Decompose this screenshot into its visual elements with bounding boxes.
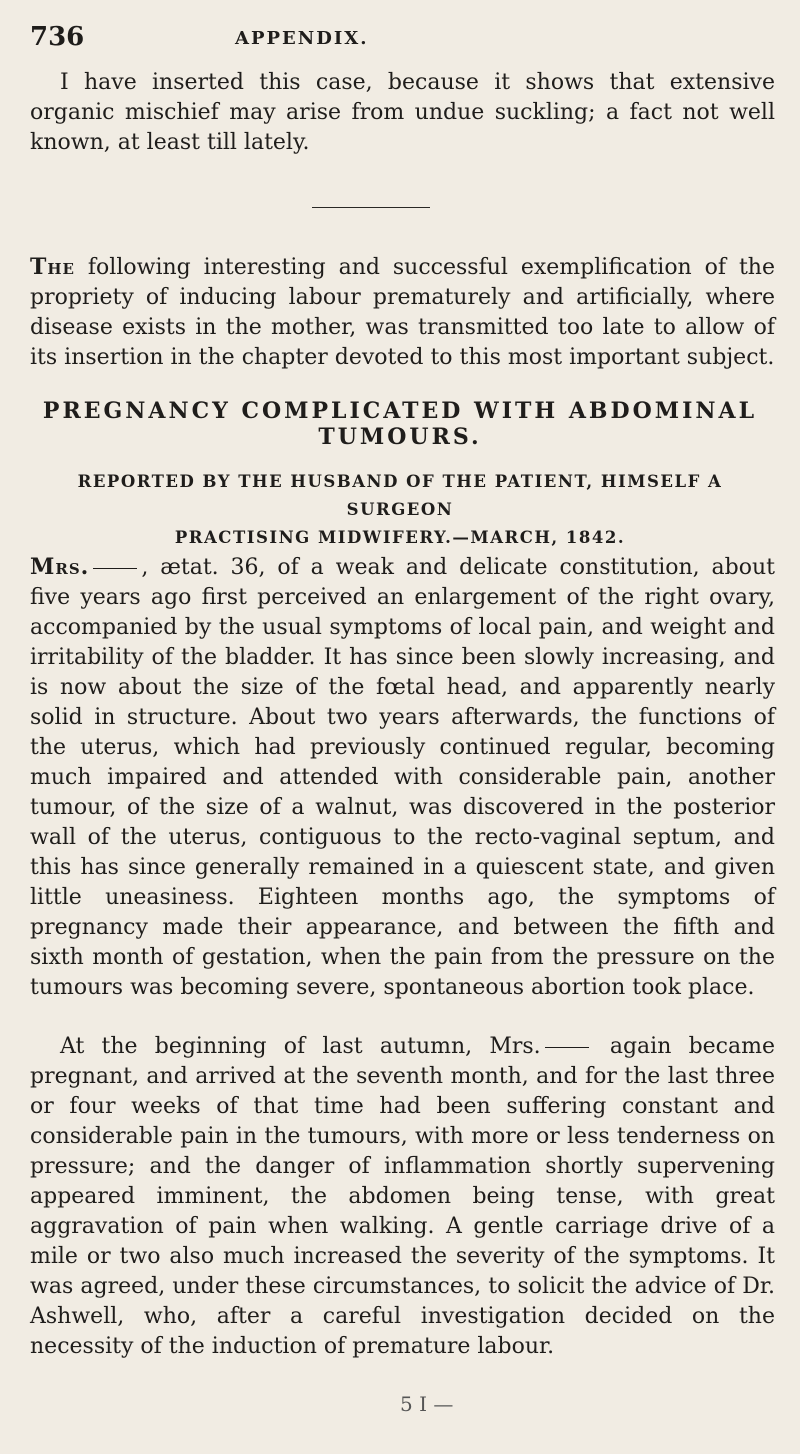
patient-name: Mrs.	[30, 554, 90, 580]
case-text: , ætat. 36, of a weak and delicate constitution, about five years ago first perceived an enlargement of the right ovary, accompanied by the usual symptoms of local pain, and weight and irritability of the bladder. It has since been slowly increasing, and is now about the size of the fœtal head, and apparently nearly solid in structure. About two years afterwards, the functions of the uterus, which had previously continued regular, becoming much impaired and attended with considerable pain, another tumour, of the size of a walnut, was discovered in the posterior wall of the uterus, contiguous to the recto-vaginal septum, and this has since generally remained in a quiescent state, and given little uneasiness. Eighteen months ago, the symptoms of pregnancy made their appearance, and between the fifth and sixth month of gestation, when the pain from the pressure on the tumours was becoming severe, spontaneous abortion took place.	[30, 555, 775, 1000]
lead-word: The	[30, 254, 75, 280]
running-head	[30, 14, 770, 50]
section-subtitle	[30, 468, 770, 552]
lead-paragraph	[30, 252, 775, 373]
name-blank-2	[545, 1047, 589, 1048]
subtitle-line-2: PRACTISING MIDWIFERY.—MARCH, 1842.	[174, 528, 626, 547]
second-prefix: At the beginning of last autumn, Mrs.	[60, 1034, 541, 1059]
running-title: APPENDIX.	[235, 28, 369, 49]
signature-mark: 5 I —	[400, 1392, 454, 1416]
section-title: PREGNANCY COMPLICATED WITH ABDOMINAL TUMOURS.	[42, 398, 758, 450]
intro-paragraph: I have inserted this case, because it shows that extensive organic mischief may arise from undue suckling; a fact not well known, at least till lately.	[30, 70, 775, 155]
second-pregnancy-paragraph	[30, 1032, 775, 1362]
case-paragraph	[30, 552, 775, 1003]
name-blank	[93, 568, 137, 569]
second-text: again became pregnant, and arrived at the seventh month, and for the last three or four weeks of that time had been suffering constant and considerable pain in the tumours, with more or less tenderness on pressure; and the danger of inflammation shortly supervening appeared imminent, the abdomen being tense, with great aggravation of pain when walking. A gentle carriage drive of a mile or two also much increased the severity of the symptoms. It was agreed, under these circumstances, to solicit the advice of Dr. Ashwell, who, after a careful investigation decided on the necessity of the induction of premature labour.	[30, 1034, 775, 1359]
subtitle-line-1: REPORTED BY THE HUSBAND OF THE PATIENT, HIMSELF A SURGEON	[77, 472, 723, 519]
lead-text: following interesting and successful exemplification of the propriety of inducing labour prematurely and artificially, where disease exists in the mother, was transmitted too late to allow of its insertion in the chapter devoted to this most important subject.	[30, 255, 775, 370]
page-number: 736	[30, 22, 85, 52]
section-divider	[312, 207, 430, 208]
